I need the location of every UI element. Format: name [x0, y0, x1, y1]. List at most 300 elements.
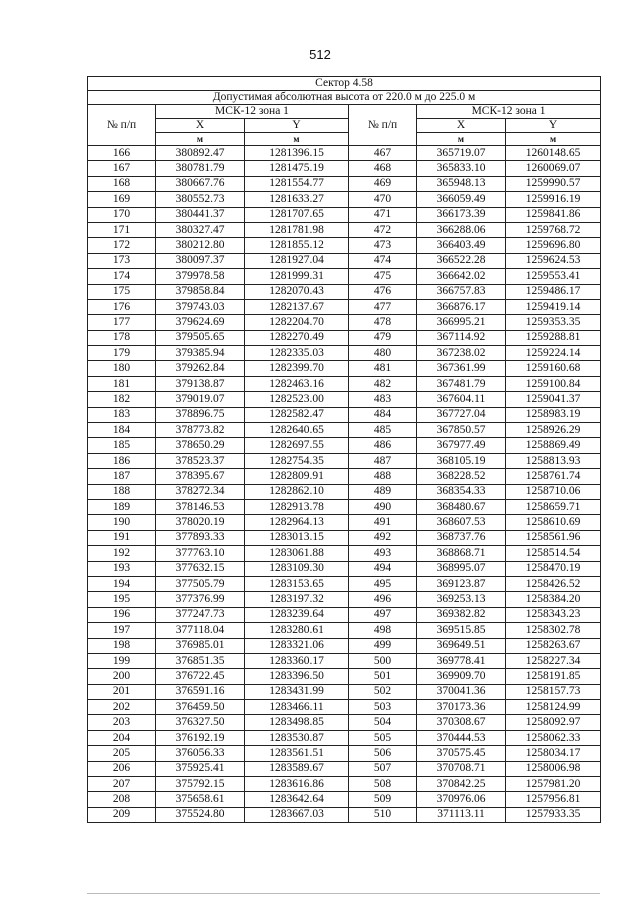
- left-x-cell: 377376.99: [156, 592, 245, 607]
- right-y-cell: 1258610.69: [506, 515, 601, 530]
- table-row: [88, 484, 601, 499]
- left-num-cell: 194: [88, 576, 156, 591]
- right-y-cell: 1260069.07: [506, 161, 601, 176]
- left-x-cell: 380667.76: [156, 176, 245, 191]
- right-x-cell: 370708.71: [417, 761, 506, 776]
- left-num-cell: 191: [88, 530, 156, 545]
- left-num-cell: 176: [88, 299, 156, 314]
- right-num-cell: 504: [349, 715, 417, 730]
- right-x-cell: 367238.02: [417, 346, 506, 361]
- left-num-cell: 203: [88, 715, 156, 730]
- left-x-cell: 376459.50: [156, 700, 245, 715]
- left-num-cell: 167: [88, 161, 156, 176]
- left-y-cell: 1283466.11: [245, 700, 349, 715]
- left-y-cell: 1282697.55: [245, 438, 349, 453]
- right-x-cell: 365719.07: [417, 146, 506, 161]
- table-row: [88, 284, 601, 299]
- left-num-cell: 173: [88, 253, 156, 268]
- coordinates-table: [87, 76, 601, 823]
- left-y-cell: 1283667.03: [245, 807, 349, 822]
- left-x-cell: 377632.15: [156, 561, 245, 576]
- right-y-cell: 1258514.54: [506, 546, 601, 561]
- right-x-cell: 370842.25: [417, 777, 506, 792]
- right-num-cell: 499: [349, 638, 417, 653]
- left-x-cell: 379858.84: [156, 284, 245, 299]
- table-row: [88, 807, 601, 822]
- left-y-cell: 1282913.78: [245, 499, 349, 514]
- right-x-cell: 370308.67: [417, 715, 506, 730]
- left-y-cell: 1282754.35: [245, 453, 349, 468]
- left-num-cell: 195: [88, 592, 156, 607]
- right-num-cell: 467: [349, 146, 417, 161]
- right-num-cell: 510: [349, 807, 417, 822]
- left-num-cell: 189: [88, 499, 156, 514]
- table-row: [88, 315, 601, 330]
- right-y-cell: 1258263.67: [506, 638, 601, 653]
- right-x-cell: 367850.57: [417, 423, 506, 438]
- right-y-cell: 1259160.68: [506, 361, 601, 376]
- left-y-cell: 1281633.27: [245, 192, 349, 207]
- right-y-cell: 1258561.96: [506, 530, 601, 545]
- right-x-cell: 368480.67: [417, 499, 506, 514]
- table-row: [88, 238, 601, 253]
- left-y-cell: 1281396.15: [245, 146, 349, 161]
- right-x-cell: 371113.11: [417, 807, 506, 822]
- left-num-cell: 180: [88, 361, 156, 376]
- right-num-cell: 468: [349, 161, 417, 176]
- right-x-cell: 370575.45: [417, 746, 506, 761]
- left-y-cell: 1283197.32: [245, 592, 349, 607]
- left-y-cell: 1283280.61: [245, 623, 349, 638]
- right-x-cell: 368105.19: [417, 453, 506, 468]
- left-y-header: Y: [245, 119, 349, 133]
- right-y-cell: 1258659.71: [506, 499, 601, 514]
- left-x-cell: 375524.80: [156, 807, 245, 822]
- table-row: [88, 299, 601, 314]
- table-row: [88, 438, 601, 453]
- left-y-cell: 1282809.91: [245, 469, 349, 484]
- left-num-cell: 183: [88, 407, 156, 422]
- right-y-cell: 1258006.98: [506, 761, 601, 776]
- left-num-cell: 172: [88, 238, 156, 253]
- right-y-cell: 1258926.29: [506, 423, 601, 438]
- right-num-cell: 501: [349, 669, 417, 684]
- right-num-cell: 489: [349, 484, 417, 499]
- right-x-cell: 368995.07: [417, 561, 506, 576]
- table-row: [88, 777, 601, 792]
- left-y-cell: 1283109.30: [245, 561, 349, 576]
- table-row: [88, 607, 601, 622]
- left-num-cell: 171: [88, 222, 156, 237]
- right-num-cell: 474: [349, 253, 417, 268]
- right-num-cell: 486: [349, 438, 417, 453]
- right-num-cell: 502: [349, 684, 417, 699]
- right-y-cell: 1258384.20: [506, 592, 601, 607]
- right-y-cell: 1258227.34: [506, 653, 601, 668]
- right-num-cell: 487: [349, 453, 417, 468]
- right-num-cell: 488: [349, 469, 417, 484]
- right-x-cell: 367727.04: [417, 407, 506, 422]
- right-x-cell: 365948.13: [417, 176, 506, 191]
- right-y-cell: 1258426.52: [506, 576, 601, 591]
- left-num-cell: 187: [88, 469, 156, 484]
- right-num-cell: 475: [349, 269, 417, 284]
- right-x-cell: 366757.83: [417, 284, 506, 299]
- right-num-cell: 473: [349, 238, 417, 253]
- right-num-cell: 481: [349, 361, 417, 376]
- left-x-cell: 380212.80: [156, 238, 245, 253]
- right-num-cell: 485: [349, 423, 417, 438]
- left-num-cell: 179: [88, 346, 156, 361]
- left-y-cell: 1282335.03: [245, 346, 349, 361]
- right-x-cell: 366173.39: [417, 207, 506, 222]
- right-num-cell: 496: [349, 592, 417, 607]
- right-x-cell: 367604.11: [417, 392, 506, 407]
- left-x-cell: 379505.65: [156, 330, 245, 345]
- right-x-cell: 370444.53: [417, 730, 506, 745]
- left-x-cell: 379743.03: [156, 299, 245, 314]
- left-x-cell: 380327.47: [156, 222, 245, 237]
- left-x-cell: 380781.79: [156, 161, 245, 176]
- table-row: [88, 222, 601, 237]
- table-row: [88, 592, 601, 607]
- right-x-header: X: [417, 119, 506, 133]
- table-row: [88, 499, 601, 514]
- right-x-cell: 369778.41: [417, 653, 506, 668]
- table-row: [88, 684, 601, 699]
- table-row: [88, 638, 601, 653]
- right-y-cell: 1258034.17: [506, 746, 601, 761]
- table-row: [88, 376, 601, 391]
- left-x-cell: 380441.37: [156, 207, 245, 222]
- left-num-cell: 205: [88, 746, 156, 761]
- scan-edge-line: [87, 893, 600, 894]
- left-y-cell: 1282964.13: [245, 515, 349, 530]
- left-y-cell: 1282523.00: [245, 392, 349, 407]
- left-x-cell: 375925.41: [156, 761, 245, 776]
- left-x-cell: 377893.33: [156, 530, 245, 545]
- right-y-cell: 1258191.85: [506, 669, 601, 684]
- right-y-cell: 1259419.14: [506, 299, 601, 314]
- table-row: [88, 361, 601, 376]
- right-y-cell: 1259624.53: [506, 253, 601, 268]
- table-row: [88, 623, 601, 638]
- left-x-cell: 376327.50: [156, 715, 245, 730]
- left-y-cell: 1282399.70: [245, 361, 349, 376]
- left-x-cell: 379978.58: [156, 269, 245, 284]
- left-y-cell: 1281475.19: [245, 161, 349, 176]
- table-row: [88, 423, 601, 438]
- left-x-cell: 380892.47: [156, 146, 245, 161]
- right-y-cell: 1259553.41: [506, 269, 601, 284]
- right-x-cell: 367114.92: [417, 330, 506, 345]
- left-y-cell: 1282137.67: [245, 299, 349, 314]
- left-x-cell: 378523.37: [156, 453, 245, 468]
- right-num-cell: 476: [349, 284, 417, 299]
- left-x-cell: 375792.15: [156, 777, 245, 792]
- table-row: [88, 346, 601, 361]
- sector-title: Сектор 4.58: [88, 77, 601, 91]
- right-num-cell: 492: [349, 530, 417, 545]
- left-num-cell: 198: [88, 638, 156, 653]
- left-x-cell: 378773.82: [156, 423, 245, 438]
- right-x-cell: 369123.87: [417, 576, 506, 591]
- right-num-cell: 494: [349, 561, 417, 576]
- left-x-cell: 377118.04: [156, 623, 245, 638]
- left-num-cell: 168: [88, 176, 156, 191]
- left-x-cell: 379138.87: [156, 376, 245, 391]
- right-num-cell: 471: [349, 207, 417, 222]
- left-y-cell: 1282582.47: [245, 407, 349, 422]
- left-y-cell: 1283642.64: [245, 792, 349, 807]
- right-y-cell: 1257933.35: [506, 807, 601, 822]
- right-x-cell: 368607.53: [417, 515, 506, 530]
- left-y-cell: 1282463.16: [245, 376, 349, 391]
- left-y-cell: 1283498.85: [245, 715, 349, 730]
- left-num-cell: 196: [88, 607, 156, 622]
- left-y-unit: м: [245, 133, 349, 146]
- left-y-cell: 1282270.49: [245, 330, 349, 345]
- left-x-cell: 378146.53: [156, 499, 245, 514]
- right-x-cell: 366403.49: [417, 238, 506, 253]
- right-x-cell: 367977.49: [417, 438, 506, 453]
- left-num-cell: 197: [88, 623, 156, 638]
- right-y-cell: 1259100.84: [506, 376, 601, 391]
- right-x-cell: 369515.85: [417, 623, 506, 638]
- table-row: [88, 669, 601, 684]
- left-x-cell: 378650.29: [156, 438, 245, 453]
- right-y-cell: 1257956.81: [506, 792, 601, 807]
- right-y-cell: 1259288.81: [506, 330, 601, 345]
- left-y-cell: 1281927.04: [245, 253, 349, 268]
- left-x-header: X: [156, 119, 245, 133]
- table-row: [88, 530, 601, 545]
- right-y-cell: 1258124.99: [506, 700, 601, 715]
- right-y-cell: 1258470.19: [506, 561, 601, 576]
- right-y-unit: м: [506, 133, 601, 146]
- right-num-cell: 477: [349, 299, 417, 314]
- right-num-cell: 508: [349, 777, 417, 792]
- left-num-cell: 200: [88, 669, 156, 684]
- right-y-cell: 1258157.73: [506, 684, 601, 699]
- right-x-unit: м: [417, 133, 506, 146]
- left-num-cell: 190: [88, 515, 156, 530]
- left-num-cell: 201: [88, 684, 156, 699]
- table-row: [88, 515, 601, 530]
- right-num-cell: 507: [349, 761, 417, 776]
- right-y-cell: 1258092.97: [506, 715, 601, 730]
- table-row: [88, 715, 601, 730]
- table-row: [88, 561, 601, 576]
- table-row: [88, 792, 601, 807]
- table-row: [88, 576, 601, 591]
- left-num-cell: 166: [88, 146, 156, 161]
- left-x-cell: 379624.69: [156, 315, 245, 330]
- right-num-cell: 503: [349, 700, 417, 715]
- left-y-cell: 1282862.10: [245, 484, 349, 499]
- right-zone-header: МСК-12 зона 1: [417, 105, 601, 119]
- table-row: [88, 453, 601, 468]
- left-y-cell: 1283013.15: [245, 530, 349, 545]
- left-y-cell: 1281554.77: [245, 176, 349, 191]
- left-y-cell: 1283360.17: [245, 653, 349, 668]
- left-x-cell: 377505.79: [156, 576, 245, 591]
- right-num-cell: 509: [349, 792, 417, 807]
- left-num-cell: 204: [88, 730, 156, 745]
- left-num-cell: 207: [88, 777, 156, 792]
- left-num-cell: 206: [88, 761, 156, 776]
- left-num-cell: 178: [88, 330, 156, 345]
- right-x-cell: 370976.06: [417, 792, 506, 807]
- page-number: 512: [309, 47, 331, 62]
- right-y-cell: 1260148.65: [506, 146, 601, 161]
- table-row: [88, 253, 601, 268]
- right-x-cell: 366059.49: [417, 192, 506, 207]
- right-num-header: № п/п: [349, 105, 417, 146]
- table-row: [88, 730, 601, 745]
- right-y-cell: 1259353.35: [506, 315, 601, 330]
- left-y-cell: 1283530.87: [245, 730, 349, 745]
- right-num-cell: 479: [349, 330, 417, 345]
- left-num-cell: 209: [88, 807, 156, 822]
- left-x-cell: 377247.73: [156, 607, 245, 622]
- left-y-cell: 1281781.98: [245, 222, 349, 237]
- right-x-cell: 369253.13: [417, 592, 506, 607]
- left-x-cell: 378896.75: [156, 407, 245, 422]
- right-y-cell: 1257981.20: [506, 777, 601, 792]
- table-row: [88, 161, 601, 176]
- left-x-cell: 375658.61: [156, 792, 245, 807]
- left-num-cell: 184: [88, 423, 156, 438]
- left-num-cell: 182: [88, 392, 156, 407]
- table-row: [88, 407, 601, 422]
- right-y-cell: 1258761.74: [506, 469, 601, 484]
- right-x-cell: 368737.76: [417, 530, 506, 545]
- table-row: [88, 761, 601, 776]
- right-x-cell: 365833.10: [417, 161, 506, 176]
- right-num-cell: 490: [349, 499, 417, 514]
- right-num-cell: 472: [349, 222, 417, 237]
- right-x-cell: 368228.52: [417, 469, 506, 484]
- right-x-cell: 366642.02: [417, 269, 506, 284]
- left-y-cell: 1282640.65: [245, 423, 349, 438]
- right-y-header: Y: [506, 119, 601, 133]
- table-row: [88, 146, 601, 161]
- table-row: [88, 653, 601, 668]
- left-num-cell: 169: [88, 192, 156, 207]
- left-x-cell: 379385.94: [156, 346, 245, 361]
- right-y-cell: 1259990.57: [506, 176, 601, 191]
- right-num-cell: 469: [349, 176, 417, 191]
- left-x-cell: 379019.07: [156, 392, 245, 407]
- left-num-cell: 188: [88, 484, 156, 499]
- right-y-cell: 1258343.23: [506, 607, 601, 622]
- left-x-cell: 376985.01: [156, 638, 245, 653]
- right-y-cell: 1259768.72: [506, 222, 601, 237]
- right-num-cell: 482: [349, 376, 417, 391]
- right-y-cell: 1259841.86: [506, 207, 601, 222]
- right-num-cell: 483: [349, 392, 417, 407]
- left-x-cell: 380552.73: [156, 192, 245, 207]
- left-y-cell: 1283239.64: [245, 607, 349, 622]
- left-y-cell: 1283321.06: [245, 638, 349, 653]
- left-y-cell: 1283153.65: [245, 576, 349, 591]
- left-y-cell: 1281855.12: [245, 238, 349, 253]
- left-num-cell: 170: [88, 207, 156, 222]
- right-num-cell: 500: [349, 653, 417, 668]
- right-x-cell: 367361.99: [417, 361, 506, 376]
- table-row: [88, 192, 601, 207]
- table-row: [88, 269, 601, 284]
- right-y-cell: 1258302.78: [506, 623, 601, 638]
- left-num-cell: 174: [88, 269, 156, 284]
- left-x-cell: 378020.19: [156, 515, 245, 530]
- right-num-cell: 497: [349, 607, 417, 622]
- right-x-cell: 368354.33: [417, 484, 506, 499]
- left-y-cell: 1283561.51: [245, 746, 349, 761]
- left-num-cell: 177: [88, 315, 156, 330]
- left-num-cell: 199: [88, 653, 156, 668]
- left-y-cell: 1283431.99: [245, 684, 349, 699]
- right-num-cell: 495: [349, 576, 417, 591]
- left-num-cell: 208: [88, 792, 156, 807]
- right-num-cell: 484: [349, 407, 417, 422]
- right-num-cell: 493: [349, 546, 417, 561]
- right-y-cell: 1259041.37: [506, 392, 601, 407]
- right-x-cell: 366522.28: [417, 253, 506, 268]
- right-x-cell: 366876.17: [417, 299, 506, 314]
- left-num-header: № п/п: [88, 105, 156, 146]
- right-x-cell: 369649.51: [417, 638, 506, 653]
- right-num-cell: 491: [349, 515, 417, 530]
- right-y-cell: 1258062.33: [506, 730, 601, 745]
- right-y-cell: 1258869.49: [506, 438, 601, 453]
- left-y-cell: 1281707.65: [245, 207, 349, 222]
- right-x-cell: 370041.36: [417, 684, 506, 699]
- right-y-cell: 1259224.14: [506, 346, 601, 361]
- left-y-cell: 1283061.88: [245, 546, 349, 561]
- right-x-cell: 367481.79: [417, 376, 506, 391]
- left-num-cell: 186: [88, 453, 156, 468]
- left-x-cell: 376851.35: [156, 653, 245, 668]
- right-x-cell: 366995.21: [417, 315, 506, 330]
- left-y-cell: 1283589.67: [245, 761, 349, 776]
- right-y-cell: 1258710.06: [506, 484, 601, 499]
- right-x-cell: 366288.06: [417, 222, 506, 237]
- left-num-cell: 181: [88, 376, 156, 391]
- left-num-cell: 193: [88, 561, 156, 576]
- right-num-cell: 505: [349, 730, 417, 745]
- left-x-cell: 379262.84: [156, 361, 245, 376]
- table-row: [88, 700, 601, 715]
- right-num-cell: 498: [349, 623, 417, 638]
- left-num-cell: 185: [88, 438, 156, 453]
- left-y-cell: 1283396.50: [245, 669, 349, 684]
- right-x-cell: 369382.82: [417, 607, 506, 622]
- right-x-cell: 368868.71: [417, 546, 506, 561]
- right-num-cell: 478: [349, 315, 417, 330]
- right-num-cell: 480: [349, 346, 417, 361]
- right-x-cell: 369909.70: [417, 669, 506, 684]
- left-x-cell: 378395.67: [156, 469, 245, 484]
- table-row: [88, 330, 601, 345]
- table-row: [88, 207, 601, 222]
- left-y-cell: 1282070.43: [245, 284, 349, 299]
- left-y-cell: 1281999.31: [245, 269, 349, 284]
- left-x-cell: 376192.19: [156, 730, 245, 745]
- right-y-cell: 1259486.17: [506, 284, 601, 299]
- left-x-cell: 376722.45: [156, 669, 245, 684]
